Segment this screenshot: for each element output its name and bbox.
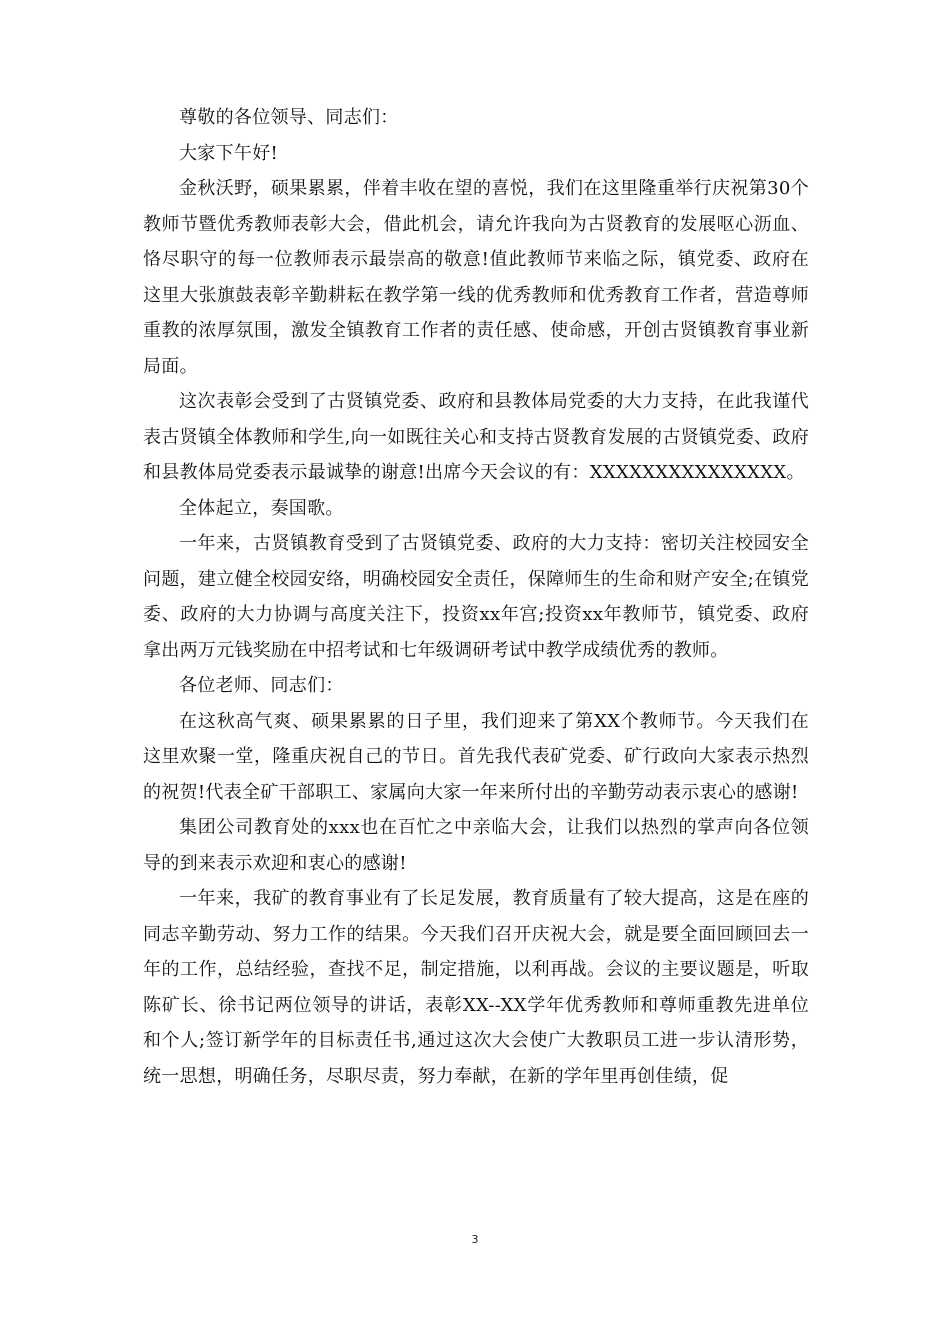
body-paragraph: 这次表彰会受到了古贤镇党委、政府和县教体局党委的大力支持，在此我谨代表古贤镇全体教师和学生,向一如既往关心和支持古贤教育发展的古贤镇党委、政府和县教体局党委表示最诚挚的谢意!出席今天会议的有：XXXXXXXXXXXXXXX。	[143, 391, 809, 483]
greeting-paragraph: 大家下午好!	[179, 142, 279, 164]
body-paragraph: 集团公司教育处的xxx也在百忙之中亲临大会，让我们以热烈的掌声向各位领导的到来表示欢迎和衷心的感谢!	[143, 817, 809, 874]
document-body	[143, 100, 809, 1094]
page-number: 3	[471, 1233, 479, 1246]
salutation-paragraph: 各位老师、同志们：	[179, 675, 344, 696]
body-paragraph: 一年来，我矿的教育事业有了长足发展，教育质量有了较大提高，这是在座的同志辛勤劳动、努力工作的结果。今天我们召开庆祝大会，就是要全面回顾回去一年的工作，总结经验，查找不足，制定措施，以利再战。会议的主要议题是，听取陈矿长、徐书记两位领导的讲话，表彰XX--XX学年优秀教师和尊师重教先进单位和个人;签订新学年的目标责任书,通过这次大会使广大教职员工进一步认清形势，统一思想，明确任务，尽职尽责，努力奉献，在新的学年里再创佳绩，促	[143, 888, 809, 1087]
body-paragraph: 金秋沃野，硕果累累，伴着丰收在望的喜悦，我们在这里隆重举行庆祝第30个教师节暨优秀教师表彰大会，借此机会，请允许我向为古贤教育的发展呕心沥血、恪尽职守的每一位教师表示最崇高的敬意!值此教师节来临之际，镇党委、政府在这里大张旗鼓表彰辛勤耕耘在教学第一线的优秀教师和优秀教育工作者，营造尊师重教的浓厚氛围，激发全镇教育工作者的责任感、使命感，开创古贤镇教育事业新局面。	[143, 178, 809, 377]
body-paragraph: 在这秋高气爽、硕果累累的日子里，我们迎来了第XX个教师节。今天我们在这里欢聚一堂，隆重庆祝自己的节日。首先我代表矿党委、矿行政向大家表示热烈的祝贺!代表全矿干部职工、家属向大家一年来所付出的辛勤劳动表示衷心的感谢!	[143, 710, 809, 803]
body-paragraph: 一年来，古贤镇教育受到了古贤镇党委、政府的大力支持：密切关注校园安全问题，建立健全校园安络，明确校园安全责任，保障师生的生命和财产安全;在镇党委、政府的大力协调与高度关注下，投资xx年宫;投资xx年教师节，镇党委、政府拿出两万元钱奖励在中招考试和七年级调研考试中教学成绩优秀的教师。	[143, 533, 809, 661]
salutation-paragraph: 尊敬的各位领导、同志们：	[179, 107, 399, 128]
body-paragraph: 全体起立，奏国歌。	[179, 497, 344, 519]
